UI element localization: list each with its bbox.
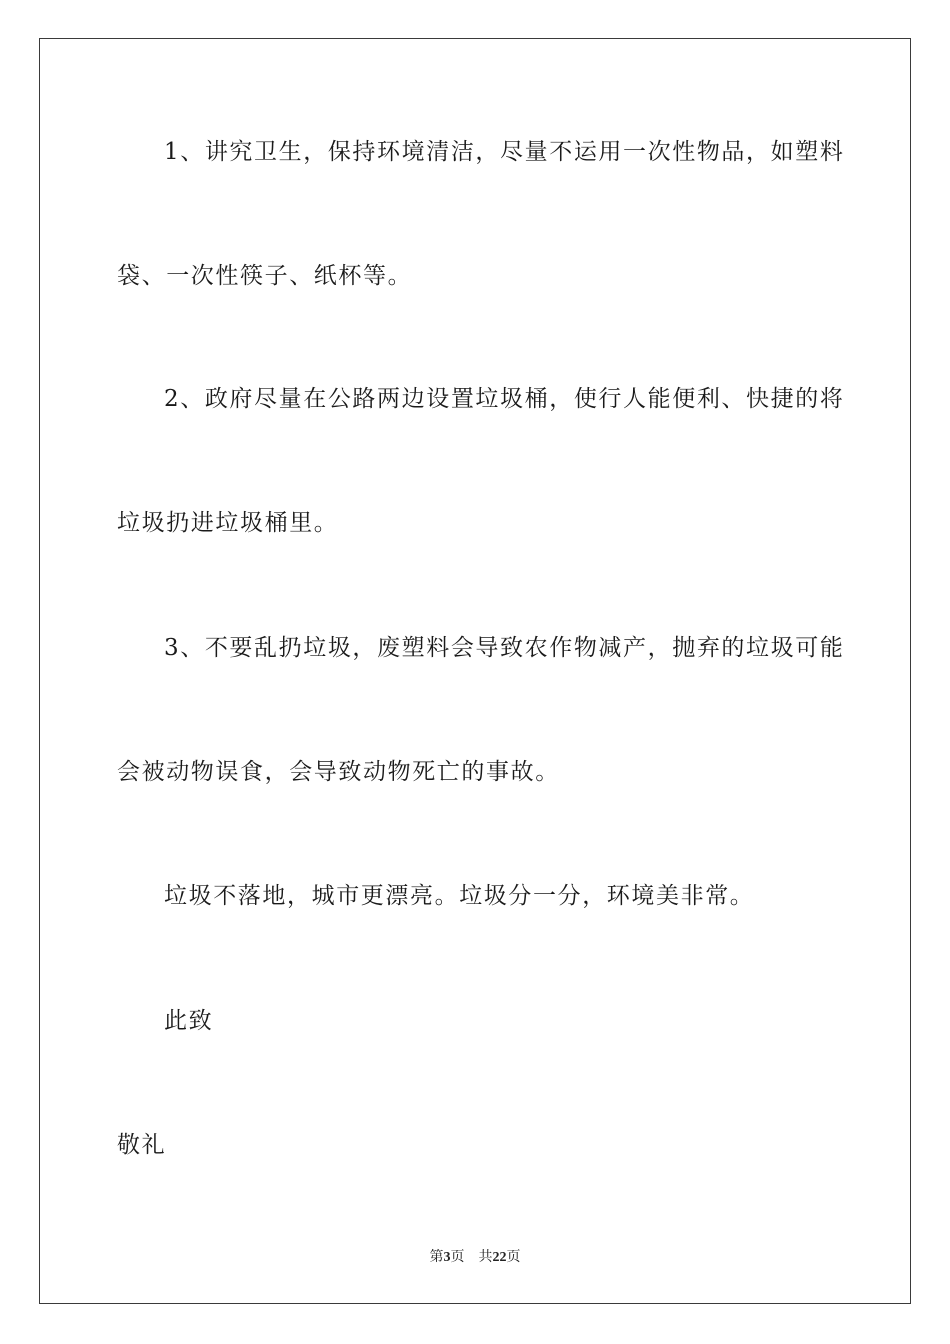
footer-total-pages: 22 bbox=[492, 1250, 507, 1265]
paragraph-2-line-1: 2、政府尽量在公路两边设置垃圾桶，使行人能便利、快捷的将 bbox=[164, 386, 845, 412]
salutation-jingli: 敬礼 bbox=[117, 1132, 167, 1158]
footer-total-suffix: 页 bbox=[506, 1250, 521, 1265]
page-border bbox=[39, 38, 911, 1304]
footer-page-prefix: 第 bbox=[429, 1250, 444, 1265]
paragraph-3-line-2: 会被动物误食，会导致动物死亡的事故。 bbox=[117, 759, 560, 785]
paragraph-2-line-2: 垃圾扔进垃圾桶里。 bbox=[117, 510, 339, 536]
footer-page-number: 3 bbox=[443, 1250, 451, 1265]
footer-total-prefix: 共 bbox=[478, 1250, 493, 1265]
closing-slogan: 垃圾不落地，城市更漂亮。垃圾分一分，环境美非常。 bbox=[164, 883, 755, 909]
page-footer bbox=[0, 1246, 950, 1266]
paragraph-1-line-1: 1、讲究卫生，保持环境清洁，尽量不运用一次性物品，如塑料 bbox=[164, 139, 845, 165]
paragraph-3-line-1: 3、不要乱扔垃圾，废塑料会导致农作物减产，抛弃的垃圾可能 bbox=[164, 635, 845, 661]
salutation-cizhi: 此致 bbox=[164, 1008, 214, 1034]
paragraph-1-line-2: 袋、一次性筷子、纸杯等。 bbox=[117, 263, 413, 289]
footer-page-suffix: 页 bbox=[450, 1250, 465, 1265]
